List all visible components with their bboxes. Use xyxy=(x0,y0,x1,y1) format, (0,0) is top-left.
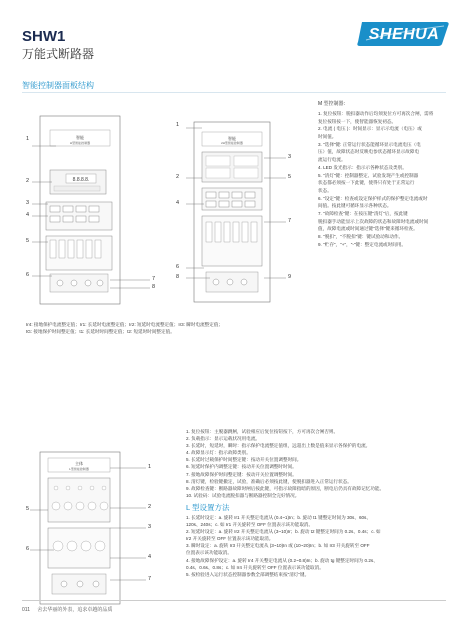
callout-7: 7 xyxy=(148,576,152,582)
l-desc-line: 7. 接地故障保护时间整定键：按动开关位置调整时间。 xyxy=(186,471,297,477)
callout-2: 2 xyxy=(26,178,30,184)
check-button[interactable] xyxy=(93,581,99,587)
reset-button[interactable] xyxy=(57,280,63,286)
reset-lamp-key[interactable] xyxy=(232,192,242,198)
m-desc-line: 2. 电流 ( 电压 )：时间显示：显示示电流（电压）或 xyxy=(318,126,422,132)
callout-7: 7 xyxy=(152,276,156,282)
callout-8: 8 xyxy=(176,274,180,280)
l-setup-line: 4. 接地故障保护设定：a. 旋转 Ir4 开关整定电流从 (0.2~0.8)In；b. 旋动 tg 键整定时间为 0.2s、 xyxy=(186,557,378,563)
callout-3: 3 xyxy=(288,154,292,160)
m-desc-line: 时间值。 xyxy=(318,134,337,140)
legend-line: Ir4: 接地保护电流整定值；Ir1: 长延时电流整定值；Ir2: 短延时电流整定值；Ir3: 瞬时电流整定值； xyxy=(26,322,224,327)
callout-5: 5 xyxy=(26,238,30,244)
led-strip xyxy=(54,186,100,191)
fault-check-key[interactable] xyxy=(89,206,99,212)
no-trip-key[interactable] xyxy=(63,216,73,222)
section-heading: 智能控制器面板结构 xyxy=(22,81,94,90)
callout-6: 6 xyxy=(26,546,30,552)
callout-3: 3 xyxy=(148,524,152,530)
m-desc-line: 9. "贮存"，"+"，"-"键：整定电流或时间用。 xyxy=(318,241,407,247)
panel-name: 智能 xyxy=(76,135,84,140)
callout-8: 8 xyxy=(152,284,156,290)
indicator-area xyxy=(48,478,110,522)
l-setup-line: 0.4s、0.6s、0.8s；c. 如 Ir4 开关旋转至 OFF 位置表示该功能取消。 xyxy=(186,564,324,570)
callout-7: 7 xyxy=(288,218,292,224)
check-button[interactable] xyxy=(97,280,103,286)
footer-slogan: 舍去华丽的外表，追求卓越的品质 xyxy=(37,607,113,613)
l-desc-line: 4. 故障显示灯：指示故障类别。 xyxy=(186,450,251,456)
l-setup-line: 120s、240s；c. 如 Ir1 开关旋转至 OFF 位置表示该功能取消。 xyxy=(186,522,314,528)
callout-1: 1 xyxy=(176,122,180,128)
fault-check-key[interactable] xyxy=(245,192,255,198)
m-desc-line: 脱扣器手动能显示上次故障的状态和故障时电流或时间 xyxy=(318,218,429,224)
callout-1: 1 xyxy=(26,136,30,142)
l-setup-line: 5. 按检验进入运行状态控制器参数全部调整结束按"清灯"键。 xyxy=(186,571,310,577)
footer-divider xyxy=(22,600,446,601)
l-desc-line: 1. 复位按钮：主脱器跳闸，试验相应后复位按钮按下，方可再次合闸否则。 xyxy=(186,429,339,434)
callout-4: 4 xyxy=(148,554,152,560)
select-key[interactable] xyxy=(50,206,60,212)
l-setup-line: 位置表示该功能取消。 xyxy=(186,550,232,556)
controller-panel-l xyxy=(26,448,154,608)
m-desc-line: 压）值，故障状态时反映电参状态循环显示故障电 xyxy=(318,149,420,155)
store-button[interactable] xyxy=(85,280,91,286)
controller-panel-m xyxy=(26,106,160,314)
test-button[interactable] xyxy=(71,280,77,286)
m-desc-line: 状态。 xyxy=(318,187,332,193)
l-setup-line: 1. 长延时设定：a. 旋转 Ir1 开关整定电流从 (0.4~1)In；b. 旋动 t1 键整定时间为 30s、60s、 xyxy=(186,515,371,520)
plus-key[interactable] xyxy=(232,201,242,207)
test-button[interactable] xyxy=(227,279,233,285)
callout-6: 6 xyxy=(176,264,180,270)
l-type-description xyxy=(186,428,448,499)
callout-4: 4 xyxy=(26,212,30,218)
callout-6: 6 xyxy=(26,272,30,278)
controller-panel-2h xyxy=(176,118,294,314)
test-button[interactable] xyxy=(77,581,83,587)
panel-name: 智能 xyxy=(228,136,236,141)
m-desc-line: 7. "故障检查"键：在按压键"清灯"后，按此键 xyxy=(318,210,408,216)
l-desc-line: 10. 试验码：试验电流脱扣器与断路器控制全完好情况。 xyxy=(186,492,300,498)
callout-2: 2 xyxy=(176,174,180,180)
callout-5: 5 xyxy=(288,174,292,180)
brand-logo xyxy=(356,18,452,50)
callout-1: 1 xyxy=(148,464,152,470)
reset-lamp-key[interactable] xyxy=(76,206,86,212)
no-trip-key[interactable] xyxy=(219,201,229,207)
plus-key[interactable] xyxy=(76,216,86,222)
logo-text: SHEHUA xyxy=(368,26,440,43)
l-desc-line: 6. 短延时保护内调整定键：按动开关位置调整时时间。 xyxy=(186,464,297,470)
m-desc-line: 3. "选择"键: 正常运行状态能循环显示电流电压（电 xyxy=(318,141,421,147)
callout-3: 3 xyxy=(26,200,30,206)
m-desc-line: 8. "脱扣"，"不脱扣"键：键试验动和动作。 xyxy=(318,234,404,239)
callout-5: 5 xyxy=(26,506,30,512)
l-desc-line: 9. 故障检查键：断路器故障时闸后按此键，可指示故障指暗的原因，断电后仍具有故障记忆功能。 xyxy=(186,485,385,491)
store-button[interactable] xyxy=(241,279,247,285)
panel-model: H型智能控制器 xyxy=(69,141,91,145)
m-desc-line: 复位按钮按一下，使智能器恢复初态。 xyxy=(318,118,397,124)
m-desc-line: 6. "设定"键：检查或设定保护样式的保护整定电流或时 xyxy=(318,195,428,201)
m-desc-line: 状态都必须按一下此键，使得只有处于正常运行 xyxy=(318,180,415,186)
l-setup-line: Ir2 开关旋转至 OFF 位置表示该功能取消。 xyxy=(186,536,274,542)
reset-button[interactable] xyxy=(213,279,219,285)
l-desc-line: 8. 清灯键，检验键撤定，试验，准确后必须按此键，使脱扣器进入正常运行状态。 xyxy=(186,478,352,484)
set-key[interactable] xyxy=(219,192,229,198)
set-key[interactable] xyxy=(63,206,73,212)
l-setup-line: 2. 短延时设定：a. 旋转 Ir2 开关整定电流从 (3~10)Ir；b. 旋动 t2 键整定时间为 0.2s、0.4s；c. 如 xyxy=(186,529,381,535)
panel-name: 主体 xyxy=(75,461,83,466)
page-subtitle: 万能式断路器 xyxy=(22,47,95,61)
l-setup-steps xyxy=(186,514,448,578)
m-desc-line: 流运行电流。 xyxy=(318,157,346,163)
trip-key[interactable] xyxy=(50,216,60,222)
l-setup-heading: L 型设置方法 xyxy=(186,503,230,512)
m-desc-line: 5. "清灯"键：控制器整定、试验发现产生或控制器 xyxy=(318,172,419,178)
parameter-legend xyxy=(26,321,446,335)
m-type-heading: M 型控制器： xyxy=(318,101,349,107)
footer xyxy=(22,606,112,613)
m-desc-line: 间值。按此键可循环显示各种状态。 xyxy=(318,203,392,209)
m-type-description xyxy=(318,110,450,248)
m-desc-line: 1. 复位按钮：脱扣器动作后均须复位方可再次合闸，需将 xyxy=(318,111,434,116)
l-desc-line: 5. 长延时过载保护时间整定键：按动开关位置调整时间。 xyxy=(186,457,302,463)
trip-key[interactable] xyxy=(206,201,216,207)
m-desc-line: 值，故障电流或时间通过键"选择"键来循环检查。 xyxy=(318,226,418,232)
l-setup-line: 3. 瞬时设定：a. 旋转 Ir3 开关整定电流从 (3~10)In 或 (10~20)In；b. 如 Ir3 开关旋转至 OFF xyxy=(186,543,370,549)
callout-4: 4 xyxy=(176,200,180,206)
callout-2: 2 xyxy=(148,504,152,510)
display-readout: 8.8.8.8. xyxy=(72,177,90,183)
select-key[interactable] xyxy=(206,192,216,198)
legend-line: tG: 接地保护时间整定值；t1: 长延时时间整定值；t2: 短延时时间整定值。 xyxy=(26,329,175,335)
minus-key[interactable] xyxy=(89,216,99,222)
l-desc-line: 2. 负载指示：显示运载状况用电流。 xyxy=(186,436,261,442)
l-desc-line: 3. 长延时，短延时，瞬时：指示保护电流整定值组，远超出上数是值来显示各保护的电流。 xyxy=(186,443,371,449)
reset-button[interactable] xyxy=(61,581,67,587)
page-title: SHW1 xyxy=(22,28,66,45)
panel-model: 2H型智能控制器 xyxy=(221,141,243,145)
section-divider xyxy=(22,92,446,93)
minus-key[interactable] xyxy=(245,201,255,207)
callout-9: 9 xyxy=(288,274,292,280)
page-number: 011 xyxy=(22,607,30,613)
panel-model: L型智能控制器 xyxy=(69,467,89,471)
m-desc-line: 4. LED 发光指示：指示示各种状态及类别。 xyxy=(318,164,407,170)
